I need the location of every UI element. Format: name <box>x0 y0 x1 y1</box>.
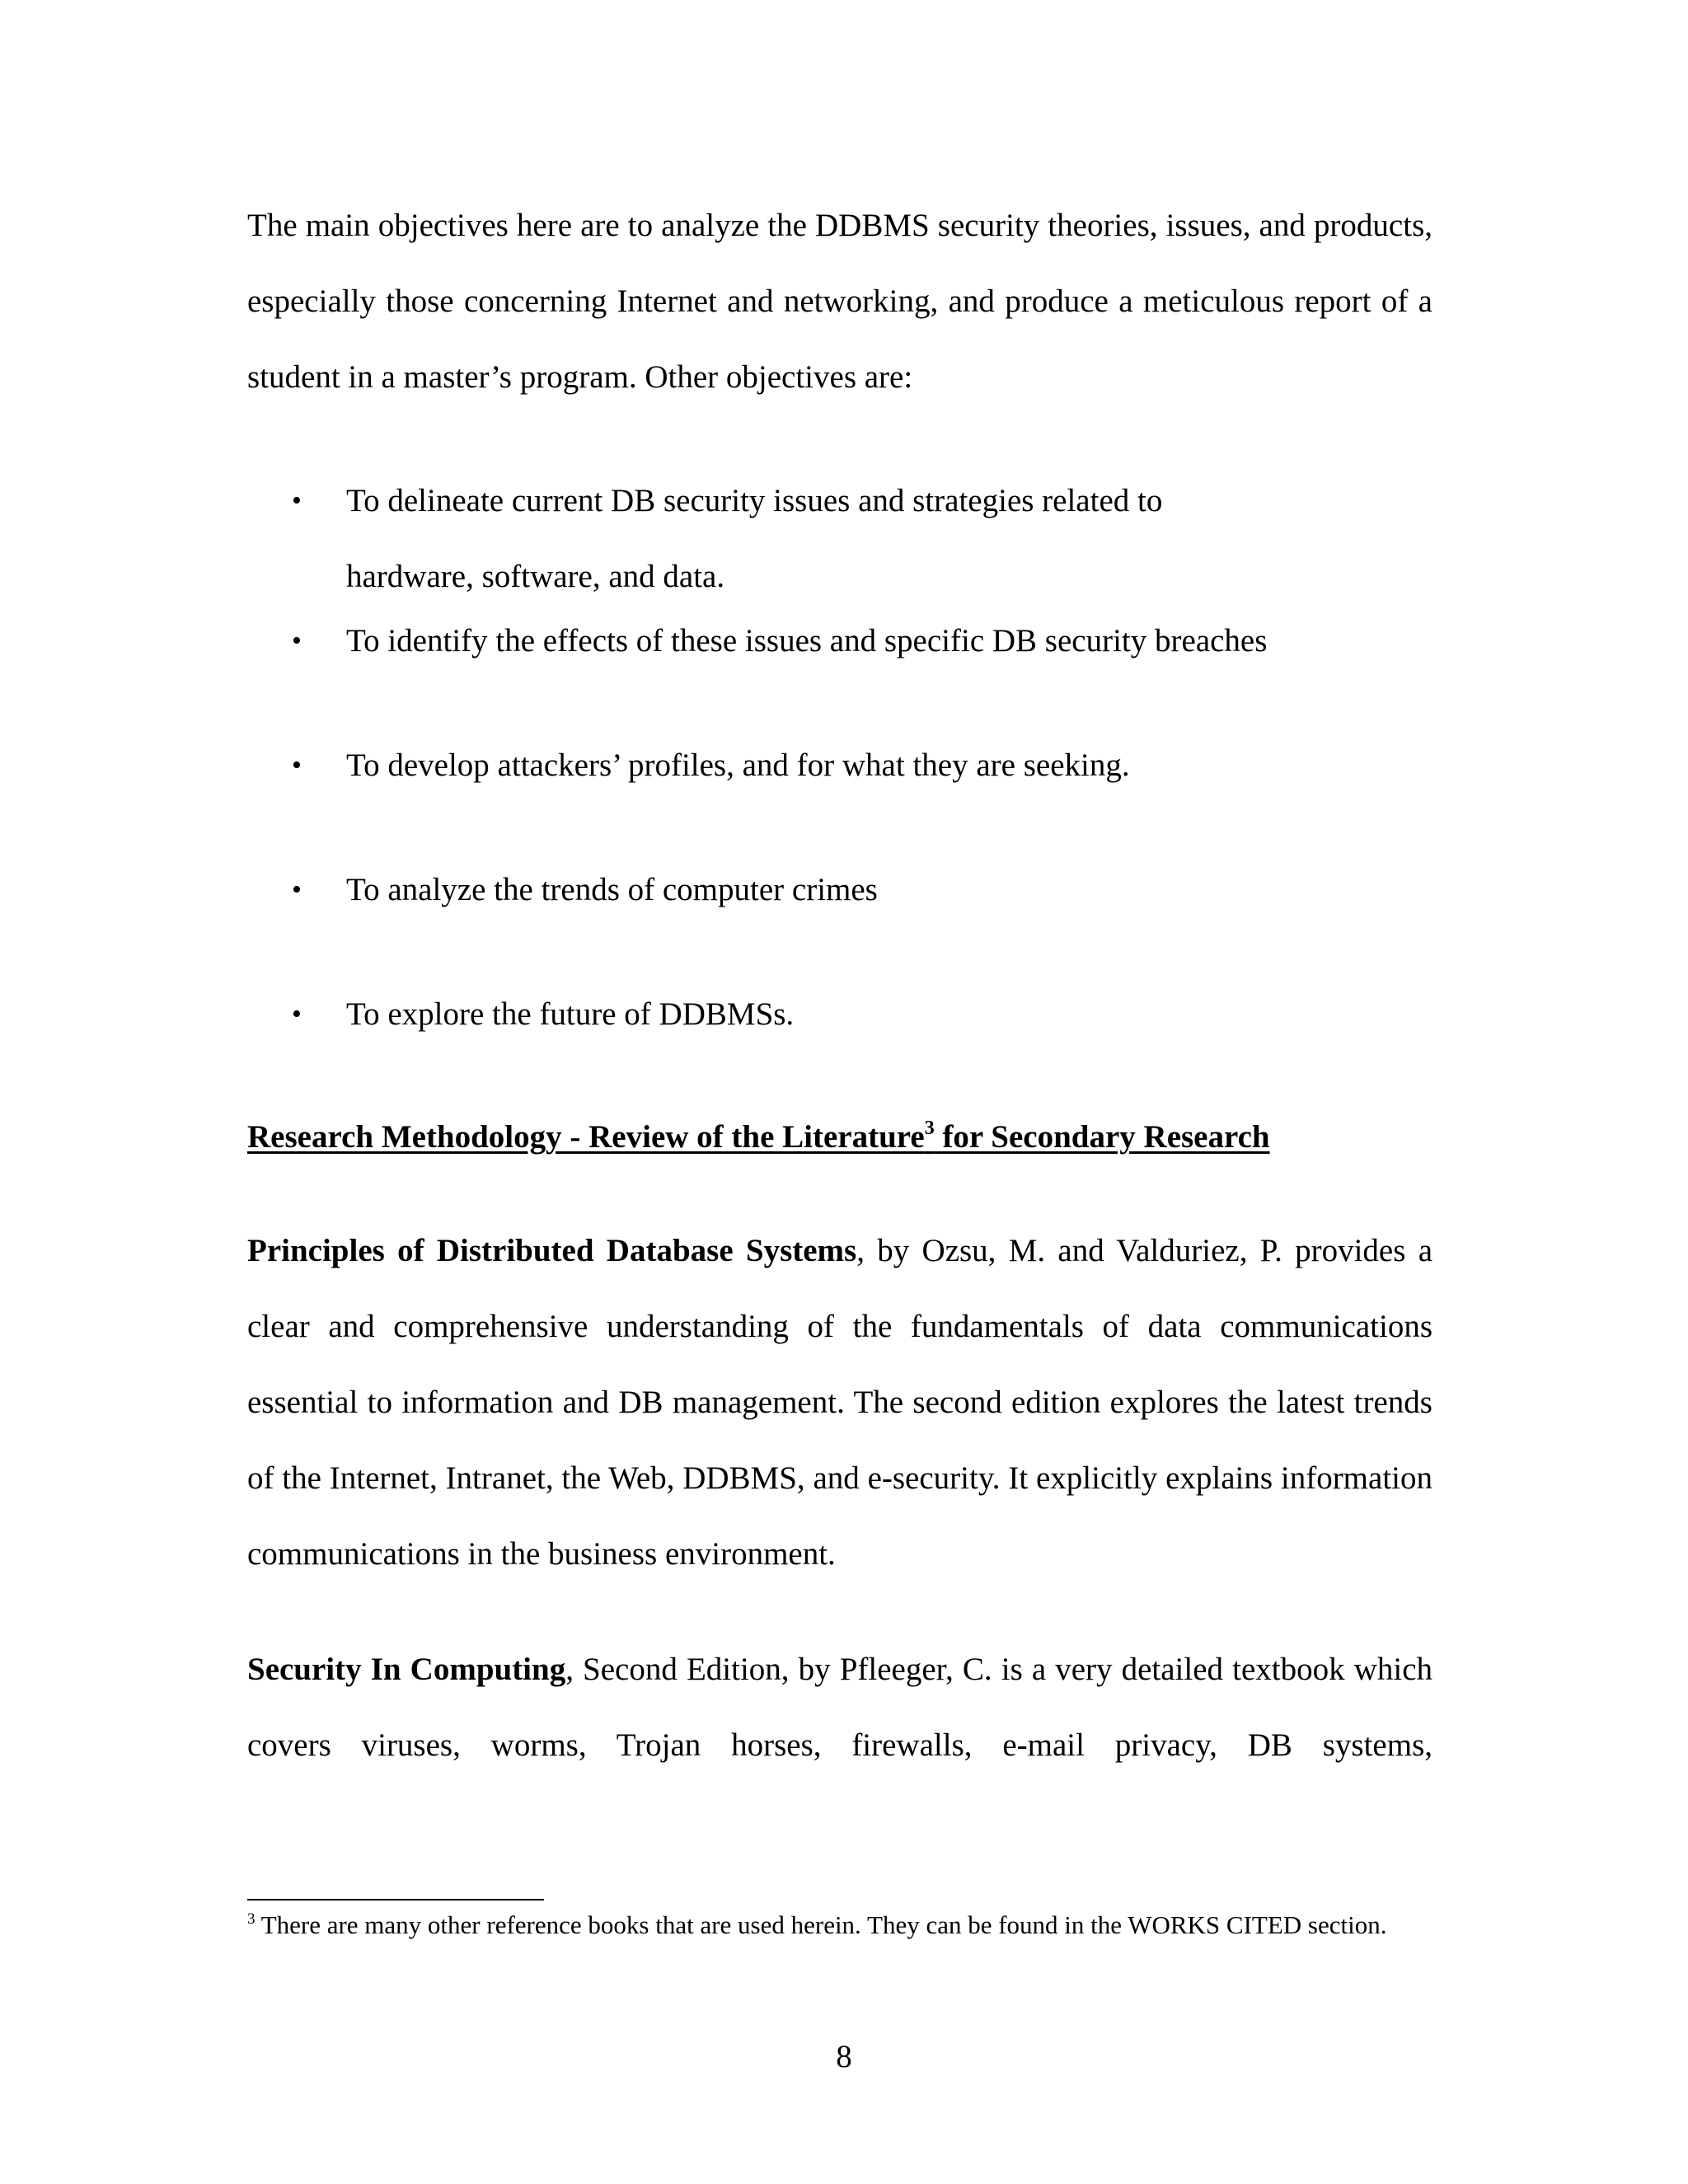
footnote-text: There are many other reference books that are used herein. They can be found in the WORKS CITED section. <box>255 1910 1387 1939</box>
bullet-icon: • <box>292 750 302 780</box>
section-heading <box>247 1099 1432 1175</box>
book-review-paragraph <box>247 1632 1432 1783</box>
list-item-text: To identify the effects of these issues and specific DB security breaches <box>346 623 1268 658</box>
bullet-icon: • <box>292 485 302 516</box>
book-review-paragraph <box>247 1213 1432 1592</box>
book-title: Principles of Distributed Database Systems <box>247 1233 857 1268</box>
book-title: Security In Computing <box>247 1652 566 1687</box>
bullet-icon: • <box>292 999 302 1029</box>
list-item-text: To delineate current DB security issues and strategies related to hardware, software, and data. <box>346 483 1163 594</box>
footnote-reference: 3 <box>924 1118 935 1139</box>
footnote-separator <box>247 1899 544 1900</box>
list-item-text: To explore the future of DDBMSs. <box>346 996 795 1032</box>
section-heading-text-end: for Secondary Research <box>934 1119 1270 1155</box>
bullet-icon: • <box>292 626 302 656</box>
intro-paragraph <box>247 188 1432 415</box>
list-item-text: To analyze the trends of computer crimes <box>346 872 878 907</box>
list-item-text: To develop attackers’ profiles, and for what they are seeking. <box>346 748 1130 783</box>
book-description: , Second Edition, by Pfleeger, C. is a very detailed textbook which covers viruses, worms, Trojan horses, firewalls, e-mail privacy, DB systems, <box>247 1652 1432 1763</box>
bullet-icon: • <box>292 874 302 905</box>
footnote <box>247 1909 1432 1942</box>
book-description: , by Ozsu, M. and Valduriez, P. provides a clear and comprehensive understanding of the fundamentals of data communications essential to information and DB management. The second edition explores the latest trends of the Internet, Intranet, the Web, DDBMS, and e-security. It explicitly explains information communications in the business environment. <box>247 1233 1433 1572</box>
page-number: 8 <box>836 2039 852 2074</box>
intro-text: The main objectives here are to analyze the DDBMS security theories, issues, and products, especially those concerning Internet and networking, and produce a meticulous report of a student in a master’s program. Other objectives are: <box>247 208 1432 395</box>
section-heading-text: Research Methodology - Review of the Literature <box>247 1119 925 1155</box>
footnote-marker: 3 <box>247 1910 256 1928</box>
